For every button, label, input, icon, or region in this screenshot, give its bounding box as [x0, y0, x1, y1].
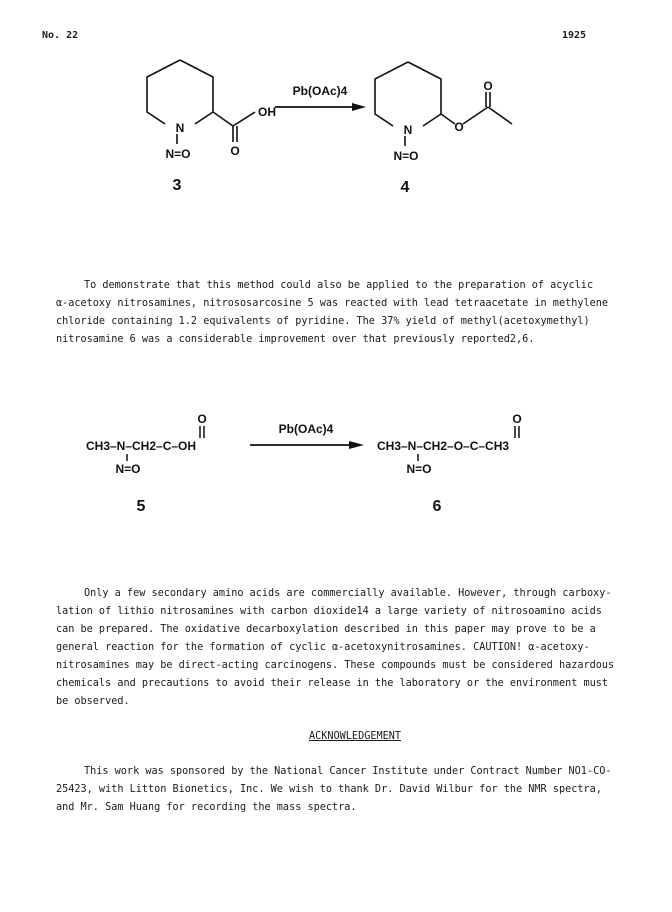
compound-number-6: 6 — [432, 498, 442, 515]
product-carbonyl-oxygen: O — [483, 79, 493, 93]
product-6-carbonyl-oxygen: O — [512, 412, 522, 426]
p1-line-1: To demonstrate that this method could also be applied to the preparation of acyclic — [84, 280, 594, 291]
reactant-5-formula: CH3–N–CH2–C–OH — [86, 439, 197, 453]
p2-line-6: chemicals and precautions to avoid their release in the laboratory or the environment must — [56, 678, 609, 689]
reactant-5-nitroso: N=O — [115, 462, 141, 476]
reaction-scheme-2 — [0, 400, 672, 520]
acetoxy-piperidine-structure — [375, 62, 512, 146]
p2-line-3: can be prepared. The oxidative decarboxylation described in this paper may prove to be a — [56, 624, 596, 635]
product-ring-nitrogen: N — [403, 123, 413, 137]
p1-line-2: α-acetoxy nitrosamines, nitrososarcosine 5 was reacted with lead tetraacetate in methylene — [56, 298, 609, 309]
reactant-carbonyl-oxygen: O — [230, 144, 240, 158]
reaction-arrow-2 — [349, 441, 364, 449]
ack-line-2: 25423, with Litton Bionetics, Inc. We wish to thank Dr. David Wilbur for the NMR spectra, — [56, 784, 602, 795]
p1-line-3: chloride containing 1.2 equivalents of pyridine. The 37% yield of methyl(acetoxymethyl) — [56, 316, 590, 327]
paragraph-amino-acids — [56, 585, 616, 711]
compound-number-5: 5 — [136, 498, 146, 515]
compound-number-4: 4 — [400, 179, 410, 196]
paragraph-acknowledgement — [56, 763, 616, 817]
paragraph-acyclic — [56, 277, 616, 349]
p2-line-4: general reaction for the formation of cyclic α-acetoxynitrosamines. CAUTION! α-acetoxy- — [56, 642, 590, 653]
p1-line-4: nitrosamine 6 was a considerable improvement over that previously reported2,6. — [56, 334, 535, 345]
product-6-formula: CH3–N–CH2–O–C–CH3 — [377, 439, 510, 453]
page-number: 1925 — [562, 30, 587, 41]
ack-line-1: This work was sponsored by the National Cancer Institute under Contract Number NO1-CO- — [84, 766, 612, 777]
ack-line-3: and Mr. Sam Huang for recording the mass spectra. — [56, 802, 357, 813]
product-6-nitroso: N=O — [406, 462, 432, 476]
reaction-arrow-1 — [352, 103, 366, 111]
reactant-5-carbonyl-oxygen: O — [197, 412, 207, 426]
p2-line-2: lation of lithio nitrosamines with carbon dioxide14 a large variety of nitrosoamino acids — [56, 606, 602, 617]
reagent-label-2: Pb(OAc)4 — [278, 422, 334, 436]
reaction-scheme-1 — [0, 0, 672, 210]
reagent-label-1: Pb(OAc)4 — [292, 84, 348, 98]
p2-line-5: nitrosamines may be direct-acting carcinogens. These compounds must be considered hazardous — [56, 660, 615, 671]
p2-line-1: Only a few secondary amino acids are commercially available. However, through carboxy- — [84, 588, 612, 599]
p2-line-7: be observed. — [56, 696, 130, 707]
journal-issue-number: No. 22 — [42, 30, 79, 41]
product-ester-oxygen: O — [454, 120, 464, 134]
acknowledgement-heading: ACKNOWLEDGEMENT — [309, 731, 402, 742]
reactant-nitroso-group: N=O — [165, 147, 191, 161]
product-nitroso-group: N=O — [393, 149, 419, 163]
reactant-ring-nitrogen: N — [175, 121, 185, 135]
piperidine-acid-structure — [147, 60, 255, 144]
reactant-hydroxyl: OH — [258, 105, 276, 119]
compound-number-3: 3 — [172, 177, 182, 194]
